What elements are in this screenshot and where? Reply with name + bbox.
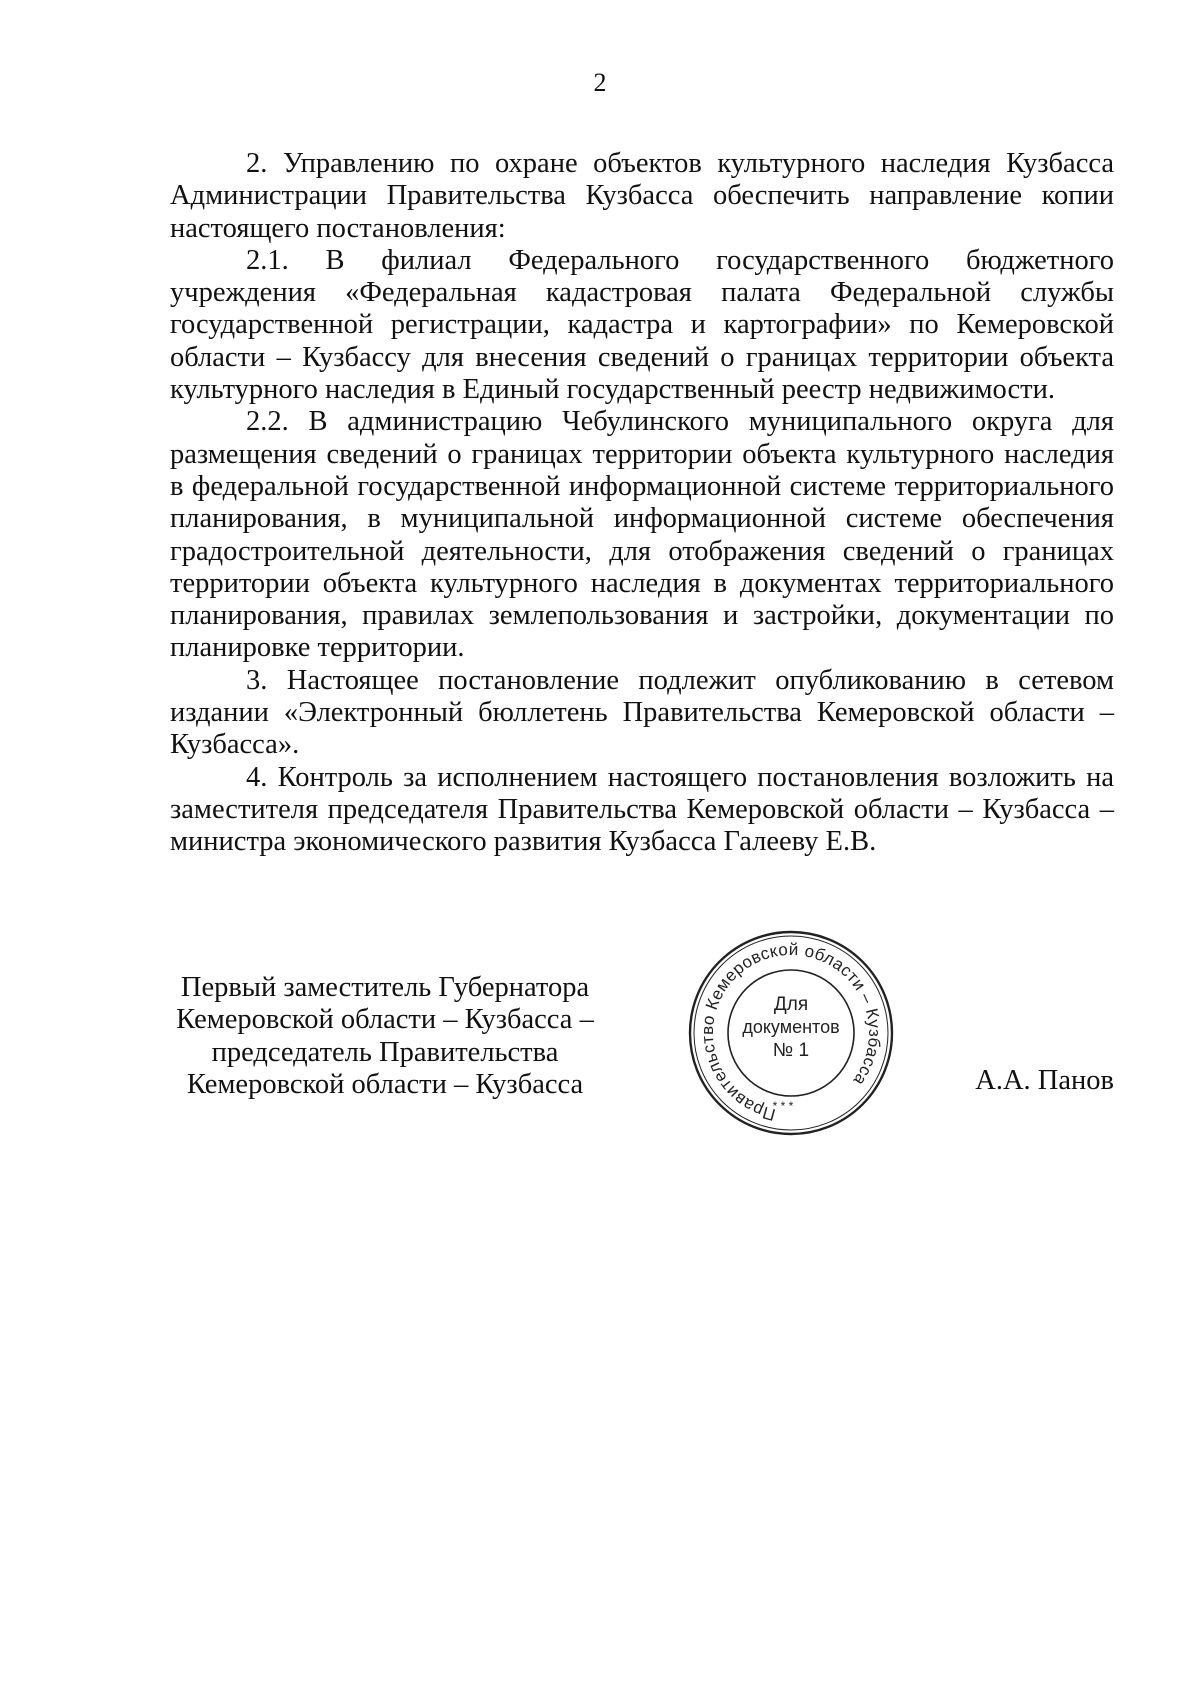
document-body: [170, 148, 1114, 859]
signature-title-line: Кемеровской области – Кузбасса –: [176, 1004, 594, 1036]
stamp-graphic: [686, 928, 896, 1138]
paragraph-2-1: 2.1. В филиал Федерального государственного бюджетного учреждения «Федеральная кадастровая палата Федеральной службы государственной регистрации, кадастра и картографии» по Кемеровской области – Кузбассу для внесения сведений о границах территории объекта культурного наследия в Единый государственный реестр недвижимости.: [170, 244, 1114, 406]
signature-title-line: Первый заместитель Губернатора: [180, 972, 590, 1003]
stamp-center-line: Для: [773, 994, 809, 1015]
signature-title-line: председатель Правительства: [211, 1036, 559, 1068]
paragraph-2: 2. Управлению по охране объектов культурного наследия Кузбасса Администрации Правительства Кузбасса обеспечить направление копии настоящего постановления:: [170, 148, 1114, 244]
stamp-stars: * * *: [772, 1099, 794, 1113]
stamp-center-line: № 1: [772, 1040, 810, 1061]
stamp-center-line: документов: [742, 1017, 840, 1037]
page-number: 2: [593, 68, 607, 97]
paragraph-2-2: 2.2. В администрацию Чебулинского муниципального округа для размещения сведений о границах территории объекта культурного наследия в федеральной государственной информационной системе территориального планирования, в муниципальной информационной системе обеспечения градостроительной деятельности, для отображения сведений о границах территории объекта культурного наследия в документах территориального планирования, правилах землепользования и застройки, документации по планировке территории.: [170, 406, 1114, 664]
paragraph-4: 4. Контроль за исполнением настоящего постановления возложить на заместителя председателя Правительства Кемеровской области – Кузбасса – министра экономического развития Кузбасса Галееву Е.В.: [170, 761, 1114, 858]
stamp-ring-text: Правительство Кемеровской области – Кузбасса: [697, 939, 885, 1125]
signature-title-line: Кемеровской области – Кузбасса: [186, 1068, 584, 1100]
paragraph-3: 3. Настоящее постановление подлежит опубликованию в сетевом издании «Электронный бюллетень Правительства Кемеровской области – Кузбасса».: [170, 664, 1114, 761]
signer-name: А.А. Панов: [975, 1065, 1114, 1096]
signature-title: [160, 972, 610, 1101]
official-stamp: [686, 928, 896, 1138]
